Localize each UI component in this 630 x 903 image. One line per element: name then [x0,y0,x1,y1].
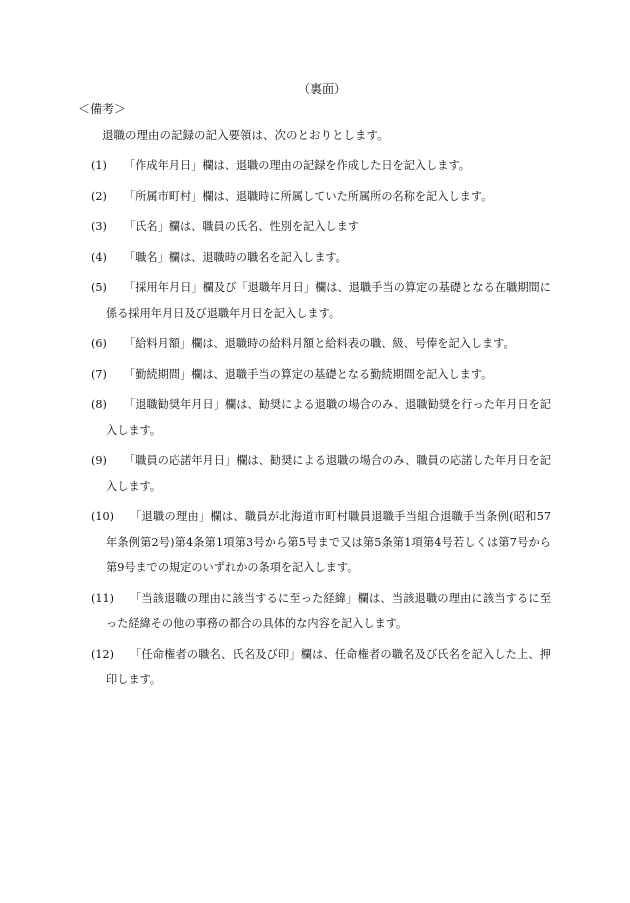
list-item [0,214,630,240]
item-number: (4) [91,250,107,264]
item-number: (10) [91,510,114,523]
list-item [0,275,630,326]
item-text: 「勤続期間」欄は、退職手当の算定の基礎となる勤続期間を記入します。 [124,367,493,381]
item-number: (12) [91,647,114,661]
list-item [0,448,630,499]
item-text: 「採用年月日」欄及び「退職年月日」欄は、退職手当の算定の基礎となる在職期間に係る採用年月日及び退職年月日を記入します。 [106,281,551,320]
item-text: 「所属市町村」欄は、退職時に所属していた所属所の名称を記入します。 [124,189,493,203]
item-number: (1) [91,159,107,172]
page-title: （裏面） [297,82,346,96]
item-number: (8) [91,398,107,411]
item-text: 「職名」欄は、退職時の職名を記入します。 [124,250,347,264]
list-item [0,184,630,210]
item-text: 「退職勧奨年月日」欄は、勧奨による退職の場合のみ、退職勧奨を行った年月日を記入します。 [106,398,551,437]
item-number: (9) [91,454,107,467]
remarks-list [0,153,630,698]
list-item [0,392,630,443]
item-number: (11) [91,591,114,605]
item-number: (6) [91,337,107,350]
item-number: (3) [91,220,107,233]
item-text: 「作成年月日」欄は、退職の理由の記録を作成した日を記入します。 [124,159,470,172]
list-item [0,642,630,693]
list-item [0,331,630,357]
list-item [0,362,630,388]
list-item [0,586,630,637]
item-text: 「氏名」欄は、職員の氏名、性別を記入します [124,220,359,233]
item-number: (2) [91,189,107,203]
list-item [0,153,630,179]
remarks-label: ＜備考＞ [78,102,127,116]
list-item [0,504,630,581]
intro-text: 退職の理由の記録の記入要領は、次のとおりとします。 [102,128,389,142]
item-text: 「給料月額」欄は、退職時の給料月額と給料表の職、級、号俸を記入します。 [124,337,515,350]
item-number: (7) [91,367,107,381]
list-item [0,245,630,271]
item-number: (5) [91,281,107,294]
item-text: 「職員の応諾年月日」欄は、勧奨による退職の場合のみ、職員の応諾した年月日を記入します。 [106,454,551,493]
item-text: 「当該退職の理由に該当するに至った経緯」欄は、当該退職の理由に該当するに至った経緯その他の事務の都合の具体的な内容を記入します。 [106,591,551,630]
item-text: 「任命権者の職名、氏名及び印」欄は、任命権者の職名及び氏名を記入した上、押印します。 [106,647,551,686]
item-text: 「退職の理由」欄は、職員が北海道市町村職員退職手当組合退職手当条例(昭和57年条例第2号)第4条第1項第3号から第5号まで又は第5条第1項第4号若しくは第7号から第9号までの規定のいずれかの条項を記入します。 [106,510,551,574]
